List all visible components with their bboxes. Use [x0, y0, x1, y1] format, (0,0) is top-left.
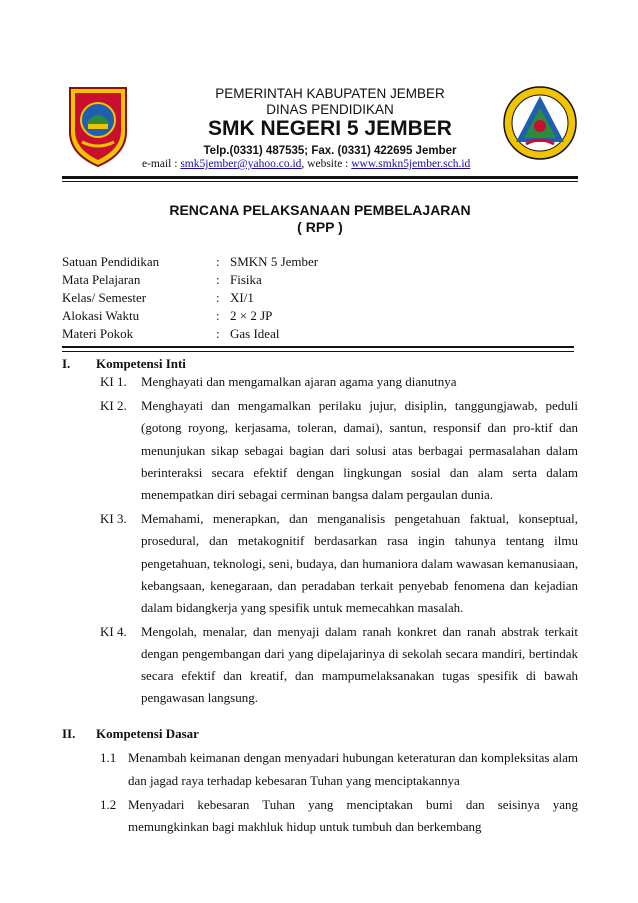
kd-line: memungkinkan bagi makhluk hidup untuk tumbuh dan berkembang: [128, 819, 482, 834]
identity-divider-thick: [62, 346, 574, 348]
section-title: Kompetensi Inti: [96, 356, 186, 371]
ki-line: menempatkan diri sebagai cerminan bangsa dalam pergaulan dunia.: [141, 487, 494, 502]
identity-colon: :: [216, 254, 220, 269]
identity-value: Fisika: [230, 272, 262, 287]
ki-line: dalam bidangkerja yang spesifik untuk memecahkan masalah.: [141, 600, 464, 615]
website-label: , website :: [301, 158, 349, 170]
letterhead-divider-thick: [62, 176, 578, 179]
email-link[interactable]: smk5jember@yahoo.co.id: [180, 158, 302, 170]
ki-line: berinteraksi secara efektif dengan lingkungan sosial dan alam serta dalam: [141, 465, 578, 480]
ki-line: Mengolah, menalar, dan menyaji dalam ranah konkret dan ranah abstrak terkait: [141, 624, 578, 639]
ki-code: KI 4.: [100, 624, 127, 639]
ki-line: Menghayati dan mengamalkan perilaku jujur, disiplin, tanggungjawab, peduli: [141, 398, 578, 413]
letterhead-divider-thin: [62, 181, 578, 182]
ki-code: KI 2.: [100, 398, 127, 413]
kd-line: dan jagad raya terhadap kebesaran Tuhan yang menciptakannya: [128, 773, 460, 788]
ki-code: KI 1.: [100, 374, 127, 389]
identity-value: 2 × 2 JP: [230, 308, 273, 323]
identity-colon: :: [216, 308, 220, 323]
kd-code: 1.1: [100, 750, 117, 765]
identity-label: Satuan Pendidikan: [62, 254, 160, 269]
identity-colon: :: [216, 272, 220, 287]
identity-value: SMKN 5 Jember: [230, 254, 319, 269]
kd-line: Menambah keimanan dengan menyadari hubungan keteraturan dan kompleksitas alam: [128, 750, 578, 765]
ki-line: pengetahuan, teknologi, seni, budaya, dan humaniora dalam wawasan kemanusiaan,: [141, 556, 579, 571]
identity-label: Alokasi Waktu: [62, 308, 140, 323]
ki-line: Menghayati dan mengamalkan ajaran agama yang dianutnya: [141, 374, 457, 389]
identity-colon: :: [216, 326, 220, 341]
kd-line: Menyadari kebesaran Tuhan yang menciptakan bumi dan seisinya yang: [128, 797, 578, 812]
ki-line: (gotong royong, kerjasama, toleran, damai), santun, responsif dan pro-ktif dan: [141, 420, 578, 435]
letterhead-phone: Telp.(0331) 487535; Fax. (0331) 422695 Jember: [203, 145, 457, 157]
ki-line: dengan pengembangan dari yang dipelajarinya di sekolah secara mandiri, bertindak: [141, 646, 578, 661]
section-number: I.: [62, 356, 71, 371]
ki-line: kebangsaan, kenegaraan, dan peradaban terkait penyebab fenomena dan kejadian: [141, 578, 578, 593]
identity-label: Mata Pelajaran: [62, 272, 141, 287]
section-number: II.: [62, 726, 76, 741]
identity-label: Materi Pokok: [62, 326, 134, 341]
section-title: Kompetensi Dasar: [96, 726, 199, 741]
letterhead-government: PEMERINTAH KABUPATEN JEMBER: [215, 86, 445, 101]
kd-code: 1.2: [100, 797, 117, 812]
document-title: RENCANA PELAKSANAAN PEMBELAJARAN: [169, 202, 471, 218]
ki-code: KI 3.: [100, 511, 127, 526]
letterhead-contact: [142, 157, 522, 171]
ki-line: prosedural, dan metakognitif berdasarkan rasa ingin tahunya tentang ilmu: [141, 533, 578, 548]
ki-line: pengawasan langsung.: [141, 690, 258, 705]
identity-colon: :: [216, 290, 220, 305]
letterhead-department: DINAS PENDIDIKAN: [266, 102, 394, 117]
identity-divider-thin: [62, 351, 574, 352]
identity-value: XI/1: [230, 290, 254, 305]
identity-value: Gas Ideal: [230, 326, 280, 341]
letterhead-school-name: SMK NEGERI 5 JEMBER: [208, 117, 452, 140]
website-link[interactable]: www.smkn5jember.sch.id: [351, 158, 471, 170]
document-subtitle: ( RPP ): [297, 219, 343, 235]
school-emblem: [502, 84, 578, 162]
email-label: e-mail :: [142, 158, 178, 170]
identity-label: Kelas/ Semester: [62, 290, 147, 305]
ki-line: menunjukan sikap sebagai bagian dari solusi atas berbagai permasalahan dalam: [141, 443, 578, 458]
jember-regency-emblem: [66, 84, 130, 168]
ki-line: Memahami, menerapkan, dan menganalisis pengetahuan faktual, konseptual,: [141, 511, 578, 526]
ki-line: secara efektif dan kreatif, dan mampumelaksanakan tugas spesifik di bawah: [141, 668, 578, 683]
